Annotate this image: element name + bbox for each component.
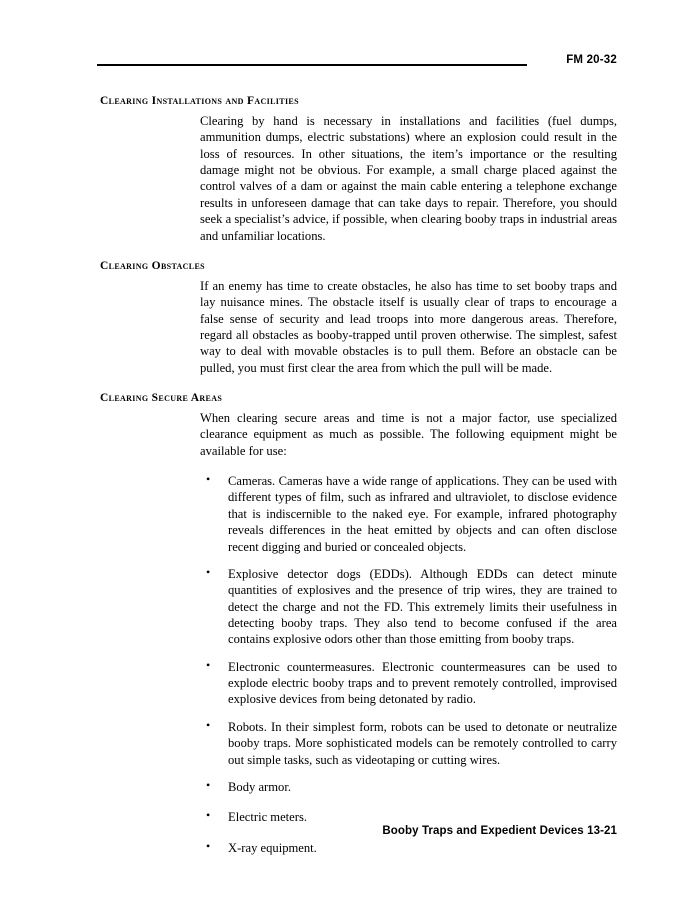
bullet-icon: • [206, 808, 211, 823]
page-header [97, 52, 617, 80]
list-item-text: Body armor. [228, 779, 291, 794]
section-heading-clearing-installations-and-facilities: Clearing Installations and Facilities [100, 95, 299, 107]
section-paragraph-clearing-obstacles: If an enemy has time to create obstacles, he also has time to set booby traps and lay nuisance mines. The obstacle itself is usually clear of traps to encourage a false sense of security and lead troops into more dangerous areas. Therefore, regard all obstacles as booby-trapped until proven otherwise. The simplest, safest way to deal with movable obstacles is to pull them. Before an obstacle can be pulled, you must first clear the area from which the pull will be made. [200, 278, 617, 375]
page-footer: Booby Traps and Expedient Devices 13-21 [382, 825, 617, 837]
list-item-text: Robots. In their simplest form, robots can be used to detonate or neutralize booby traps. More sophisticated models can be remotely controlled to carry out simple tasks, such as videotaping or cutting wires. [228, 719, 617, 767]
list-item [200, 566, 617, 648]
section-heading-clearing-obstacles: Clearing Obstacles [100, 259, 205, 272]
bullet-icon: • [206, 657, 211, 672]
list-item [200, 473, 617, 555]
bullet-icon: • [206, 717, 211, 732]
list-item-text: Electronic countermeasures. Electronic countermeasures can be used to explode electric booby traps and to prevent remotely controlled, improvised explosive devices from being detonated by radio. [228, 659, 617, 707]
bullet-icon: • [206, 777, 211, 792]
section-heading-clearing-secure-areas: Clearing Secure Areas [100, 392, 223, 405]
section-paragraph-clearing-installations-and-facilities: Clearing by hand is necessary in installations and facilities (fuel dumps, ammunition dumps, electric substations) where an explosion could result in the loss of resources. In other situations, the item’s importance or the resulting damage might not be obvious. For example, a small charge placed against the control valves of a dam or against the main cable entering a telephone exchange results in unforeseen damage that can take days to repair. Therefore, you should seek a specialist’s advice, if possible, when clearing booby traps in industrial areas and unfamiliar locations. [200, 114, 617, 243]
equipment-list [100, 473, 617, 856]
section-paragraph-clearing-secure-areas: When clearing secure areas and time is not a major factor, use specialized clearance equipment as much as possible. The following equipment might be available for use: [200, 411, 617, 458]
document-id: FM 20-32 [566, 54, 617, 66]
page-content [100, 95, 617, 856]
list-item-text: Explosive detector dogs (EDDs). Although EDDs can detect minute quantities of explosives and the presence of trip wires, they are trained to detect the charge and not the FD. This extremely limits their usefulness in detecting booby traps. They also tend to become confused if the area contains explosive odors other than those emitting from booby traps. [228, 566, 617, 647]
bullet-icon: • [206, 564, 211, 579]
list-item-text: Cameras. Cameras have a wide range of applications. They can be used with different types of film, such as infrared and ultraviolet, to disclose evidence that is indiscernible to the naked eye. For example, infrared photography reveals differences in the heat emitted by objects and can often disclose recent digging and buried or concealed objects. [228, 474, 617, 554]
bullet-icon: • [206, 838, 211, 853]
list-item-text: X-ray equipment. [228, 840, 317, 855]
list-item [200, 840, 617, 856]
list-item [200, 779, 617, 795]
list-item [200, 809, 617, 825]
list-item-text: Electric meters. [228, 810, 308, 825]
bullet-icon: • [206, 472, 211, 487]
header-rule [97, 64, 527, 66]
list-item [200, 719, 617, 768]
list-item [200, 659, 617, 708]
